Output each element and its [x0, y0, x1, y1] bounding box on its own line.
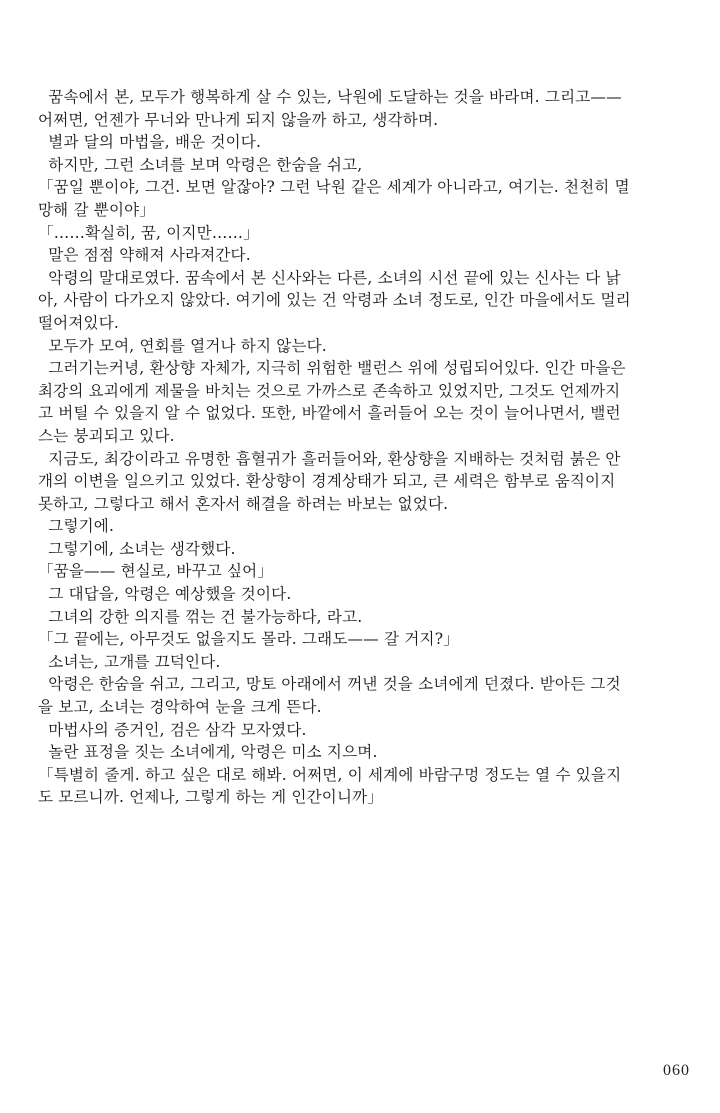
paragraph: 놀란 표정을 짓는 소녀에게, 악령은 미소 지으며.: [38, 743, 378, 762]
paragraph: 꿈속에서 본, 모두가 행복하게 살 수 있는, 낙원에 도달하는 것을 바라며. 그리고—— 어쩌면, 언젠가 무너와 만나게 되지 않을까 하고, 생각하며.: [38, 88, 622, 129]
dialogue: 「꿈일 뿐이야, 그건. 보면 알잖아? 그런 낙원 같은 세계가 아니라고, 여기는. 천천히 멸 망해 갈 뿐이야」: [38, 178, 630, 219]
paragraph: 그녀의 강한 의지를 꺾는 건 불가능하다, 라고.: [38, 607, 363, 626]
paragraph: 그러기는커녕, 환상향 자체가, 지극히 위험한 밸런스 위에 성립되어있다. 인간 마을은 최강의 요괴에게 제물을 바치는 것으로 가까스로 존속하고 있었지만, 그것도 언제까지 고 버틸 수 있을지 알 수 없었다. 또한, 바깥에서 흘러들어 오는 것이 늘어나면서, 밸런 스는 붕괴되고 있다.: [38, 359, 626, 445]
page-number: 060: [663, 1062, 690, 1079]
dialogue: 「……확실히, 꿈, 이지만……」: [38, 223, 259, 242]
paragraph: 마법사의 증거인, 검은 삼각 모자였다.: [38, 720, 307, 739]
paragraph: 악령은 한숨을 쉬고, 그리고, 망토 아래에서 꺼낸 것을 소녀에게 던졌다. 받아든 그것 을 보고, 소녀는 경악하여 눈을 크게 뜬다.: [38, 675, 621, 717]
paragraph: 지금도, 최강이라고 유명한 흡혈귀가 흘러들어와, 환상향을 지배하는 것처럼 붉은 안 개의 이변을 일으키고 있었다. 환상향이 경계상태가 되고, 큰 세력은 함부로 움직이지 못하고, 그렇다고 해서 혼자서 해결을 하려는 바보는 없었다.: [38, 449, 621, 513]
paragraph: 그렇기에.: [38, 517, 115, 536]
paragraph: 그렇기에, 소녀는 생각했다.: [38, 539, 236, 558]
dialogue: 「특별히 줄게. 하고 싶은 대로 해봐. 어쩌면, 이 세계에 바람구멍 정도는 열 수 있을지 도 모르니까. 언제나, 그렇게 하는 게 인간이니까」: [38, 765, 622, 807]
page-body: [38, 86, 698, 809]
paragraph: 그 대답을, 악령은 예상했을 것이다.: [38, 585, 292, 604]
paragraph: 별과 달의 마법을, 배운 것이다.: [38, 133, 262, 152]
paragraph: 하지만, 그런 소녀를 보며 악령은 한숨을 쉬고,: [38, 155, 363, 174]
paragraph: 악령의 말대로였다. 꿈속에서 본 신사와는 다른, 소녀의 시선 끝에 있는 신사는 다 낡 아, 사람이 다가오지 않았다. 여기에 있는 건 악령과 소녀 정도로, 인간 마을에서도 멀리 떨어져있다.: [38, 268, 631, 332]
paragraph: 소녀는, 고개를 끄덕인다.: [38, 652, 221, 671]
dialogue: 「꿈을—— 현실로, 바꾸고 싶어」: [38, 562, 274, 581]
paragraph: 모두가 모여, 연회를 열거나 하지 않는다.: [38, 336, 327, 355]
paragraph: 말은 점점 약해져 사라져간다.: [38, 246, 251, 265]
dialogue: 「그 끝에는, 아무것도 없을지도 몰라. 그래도—— 갈 거지?」: [38, 630, 459, 649]
